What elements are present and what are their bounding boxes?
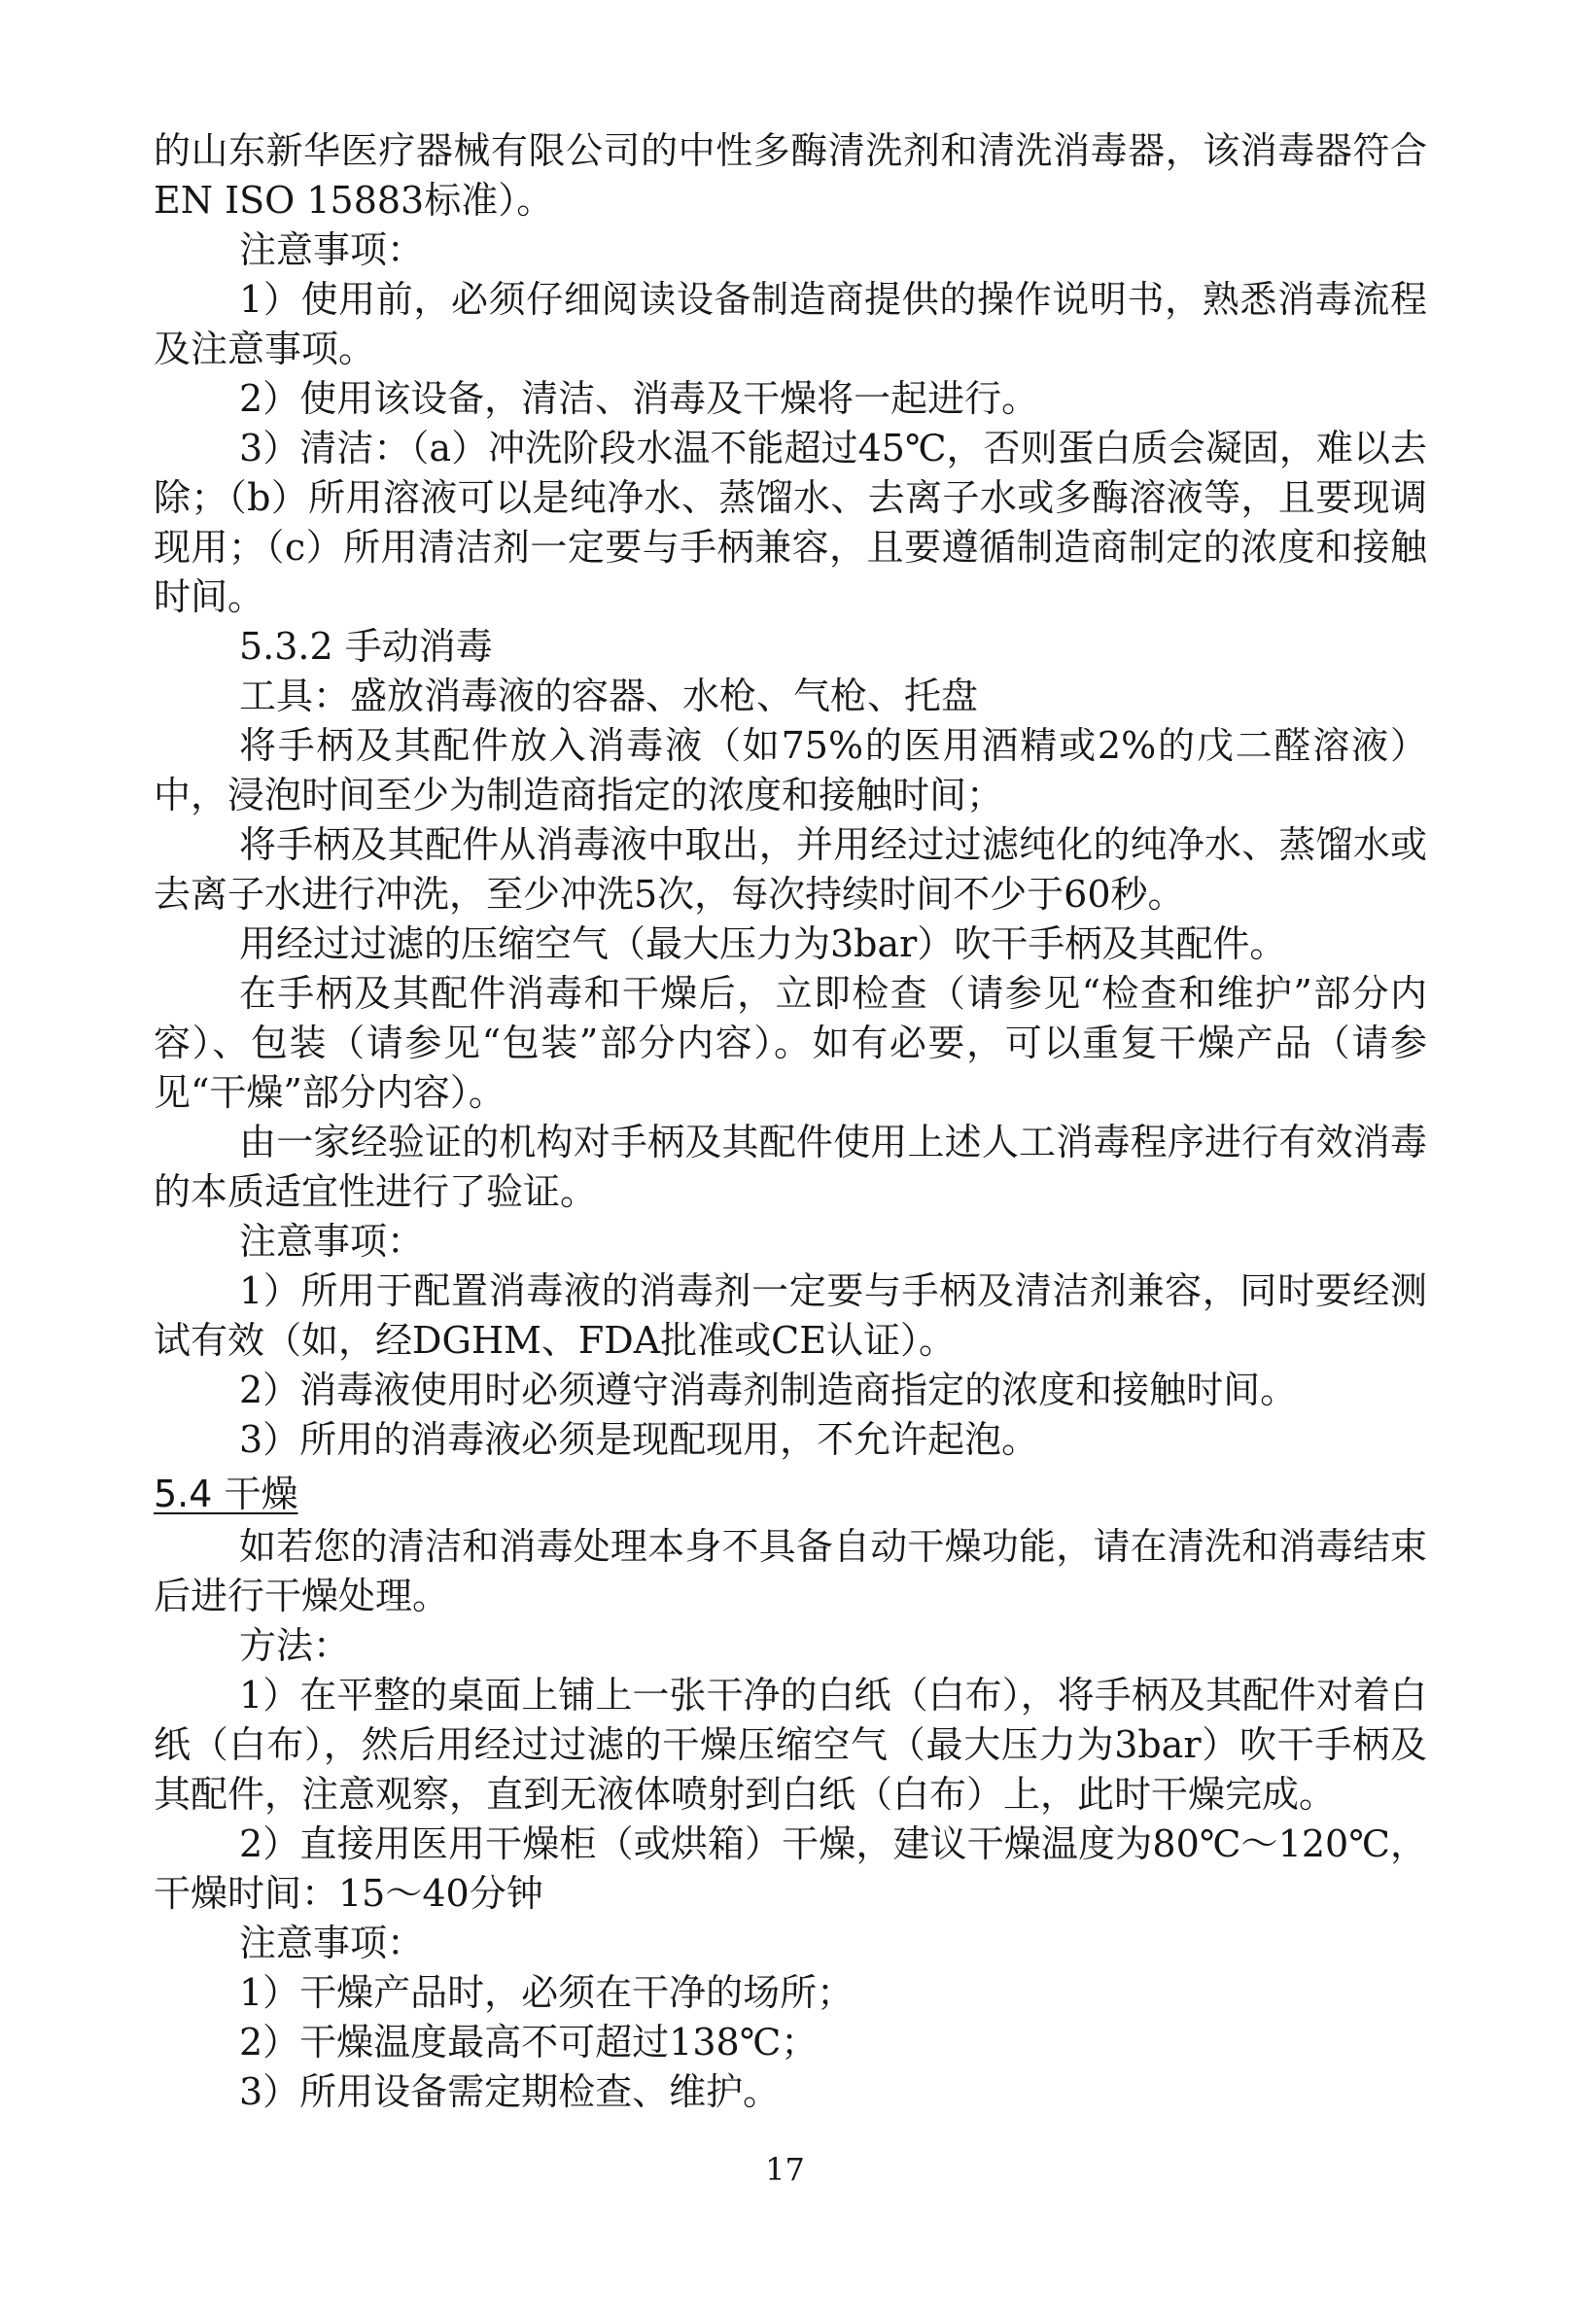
paragraph: 的山东新华医疗器械有限公司的中性多酶清洗剂和清洗消毒器，该消毒器符合EN ISO 15883标准）。 [154, 129, 1427, 222]
paragraph: 将手柄及其配件从消毒液中取出，并用经过过滤纯化的纯净水、蒸馏水或去离子水进行冲洗，至少冲洗5次，每次持续时间不少于60秒。 [154, 823, 1427, 916]
paragraph: 1）在平整的桌面上铺上一张干净的白纸（白布），将手柄及其配件对着白纸（白布），然后用经过过滤的干燥压缩空气（最大压力为3bar）吹干手柄及其配件，注意观察，直到无液体喷射到白纸（白布）上，此时干燥完成。 [154, 1674, 1427, 1816]
subsection-heading: 5.3.2 手动消毒 [239, 625, 493, 668]
paragraph: 在手柄及其配件消毒和干燥后，立即检查（请参见“检查和维护”部分内容）、包装（请参见“包装”部分内容）。如有必要，可以重复干燥产品（请参见“干燥”部分内容）。 [154, 972, 1427, 1114]
paragraph: 由一家经验证的机构对手柄及其配件使用上述人工消毒程序进行有效消毒的本质适宜性进行了验证。 [154, 1121, 1427, 1213]
paragraph: 注意事项： [239, 228, 425, 271]
paragraph: 工具：盛放消毒液的容器、水枪、气枪、托盘 [239, 675, 979, 717]
paragraph: 2）消毒液使用时必须遵守消毒剂制造商指定的浓度和接触时间。 [239, 1369, 1298, 1411]
paragraph: 3）所用的消毒液必须是现配现用，不允许起泡。 [239, 1418, 1039, 1461]
paragraph: 如若您的清洁和消毒处理本身不具备自动干燥功能，请在清洗和消毒结束后进行干燥处理。 [154, 1525, 1427, 1617]
paragraph: 3）清洁：（a）冲洗阶段水温不能超过45℃，否则蛋白质会凝固，难以去除；（b）所用溶液可以是纯净水、蒸馏水、去离子水或多酶溶液等，且要现调现用；（c）所用清洁剂一定要与手柄兼容，且要遵循制造商制定的浓度和接触时间。 [154, 427, 1427, 618]
paragraph: 2）干燥温度最高不可超过138℃； [239, 2021, 819, 2064]
page-number: 17 [765, 2151, 805, 2188]
paragraph: 2）直接用医用干燥柜（或烘箱）干燥，建议干燥温度为80℃～120℃，干燥时间：15～40分钟 [154, 1822, 1427, 1915]
paragraphs-bottom [154, 1522, 1427, 2117]
paragraph: 用经过过滤的压缩空气（最大压力为3bar）吹干手柄及其配件。 [239, 922, 1287, 965]
paragraph: 1）干燥产品时，必须在干净的场所； [239, 1971, 855, 2014]
paragraph: 1）所用于配置消毒液的消毒剂一定要与手柄及清洁剂兼容，同时要经测试有效（如，经DGHM、FDA批准或CE认证）。 [154, 1269, 1427, 1362]
paragraphs-top [154, 126, 1427, 1465]
paragraph: 注意事项： [239, 1220, 425, 1263]
paragraph: 注意事项： [239, 1922, 425, 1964]
paragraph: 方法： [239, 1624, 351, 1667]
paragraph: 将手柄及其配件放入消毒液（如75%的医用酒精或2%的戊二醛溶液）中，浸泡时间至少为制造商指定的浓度和接触时间； [154, 724, 1427, 816]
paragraph: 2）使用该设备，清洁、消毒及干燥将一起进行。 [239, 377, 1039, 420]
paragraph: 3）所用设备需定期检查、维护。 [239, 2070, 781, 2113]
section-heading: 5.4 干燥 [154, 1473, 298, 1515]
document-body [154, 126, 1427, 2117]
paragraph: 1）使用前，必须仔细阅读设备制造商提供的操作说明书，熟悉消毒流程及注意事项。 [154, 278, 1427, 370]
